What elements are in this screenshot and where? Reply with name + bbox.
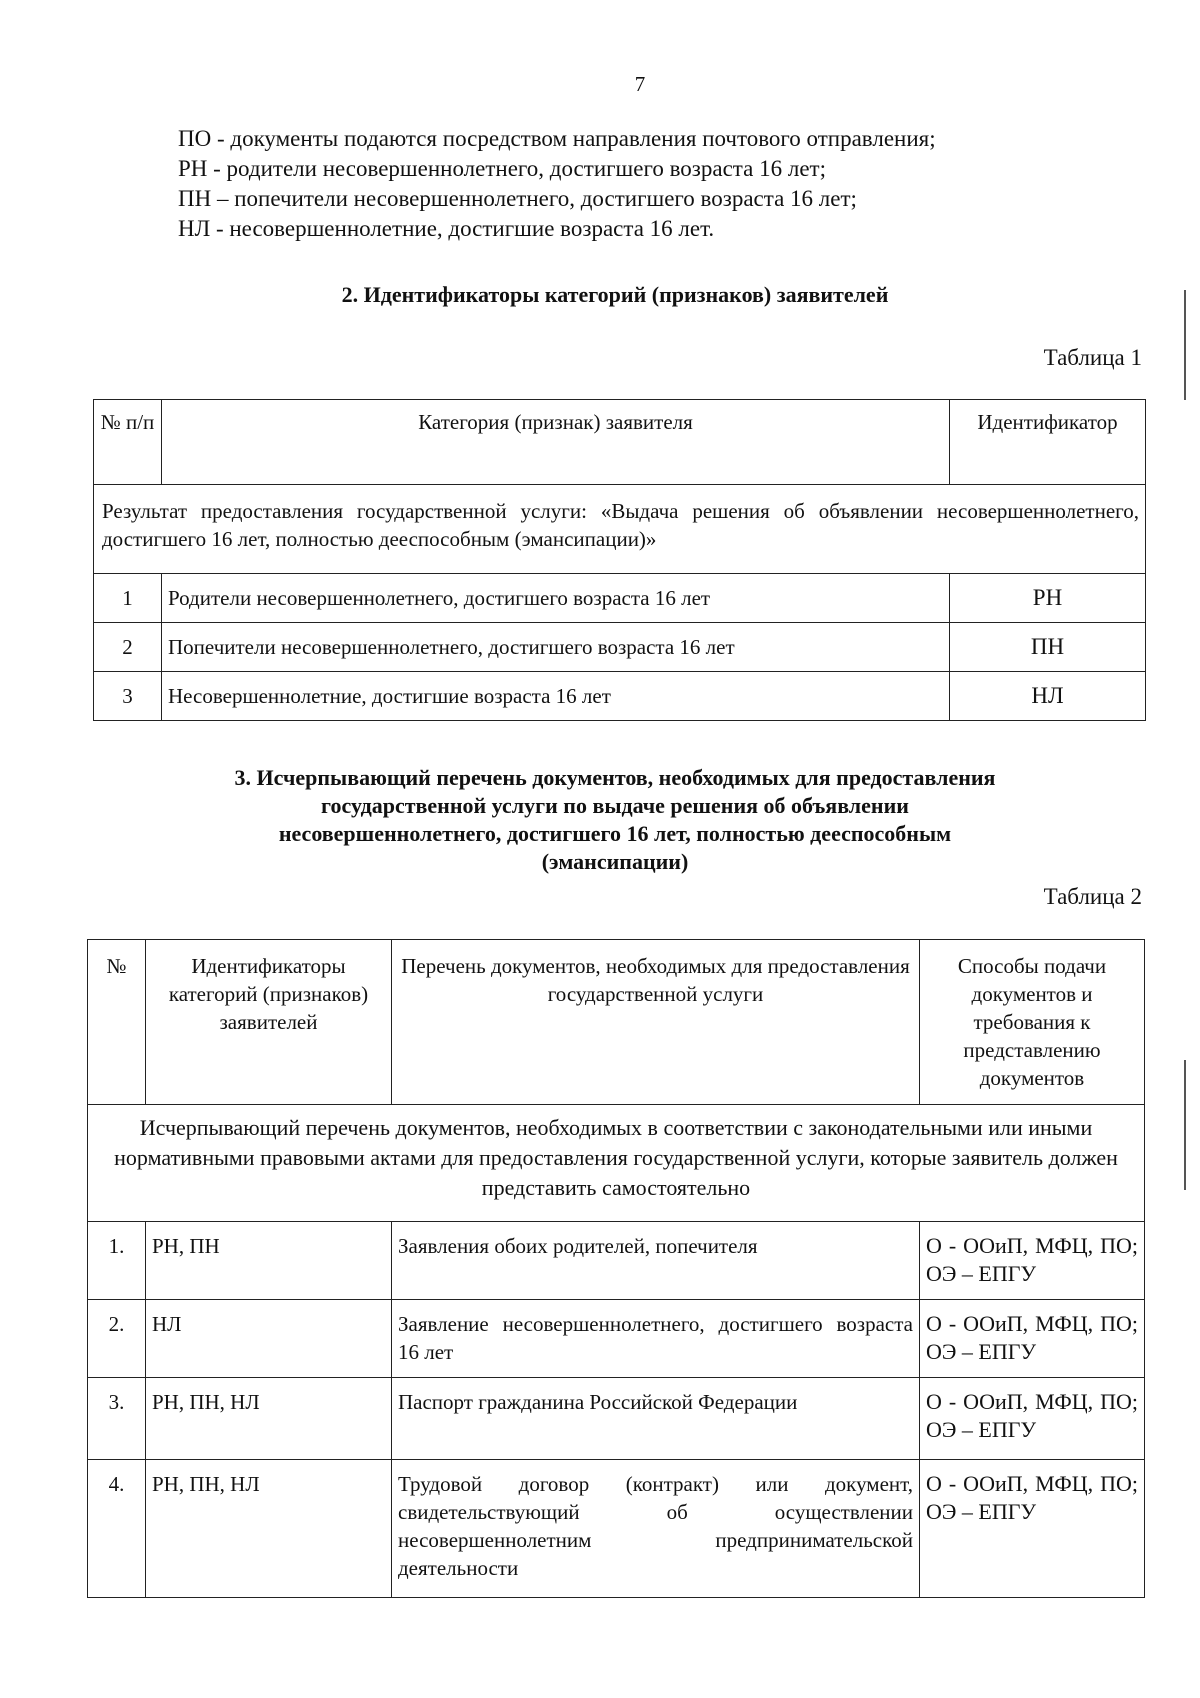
table-row — [88, 1300, 1145, 1378]
table-row — [94, 574, 1146, 623]
row-document: Заявление несовершеннолетнего, достигшего возраста 16 лет — [392, 1300, 920, 1378]
row-submission: О - ООиП, МФЦ, ПО; ОЭ – ЕПГУ — [920, 1460, 1145, 1598]
exhaustive-list-cell: Исчерпывающий перечень документов, необходимых в соответствии с законодательными или иными нормативными правовыми актами для предоставления государственной услуги, которые заявитель должен представить самостоятельно — [88, 1105, 1145, 1222]
table-header-row — [94, 400, 1146, 485]
row-number: 3 — [94, 672, 162, 721]
row-identifiers: РН, ПН, НЛ — [146, 1378, 392, 1460]
table-header-row — [88, 940, 1145, 1105]
page-number: 7 — [634, 72, 646, 96]
row-submission: О - ООиП, МФЦ, ПО; ОЭ – ЕПГУ — [920, 1378, 1145, 1460]
row-number: 4. — [88, 1460, 146, 1598]
row-submission: О - ООиП, МФЦ, ПО; ОЭ – ЕПГУ — [920, 1222, 1145, 1300]
abbreviation-legend — [178, 124, 936, 244]
service-result-cell: Результат предоставления государственной услуги: «Выдача решения об объявлении несовершеннолетнего, достигшего 16 лет, полностью дееспособным (эмансипации)» — [94, 485, 1146, 574]
header-identifiers: Идентификаторы категорий (признаков) заявителей — [146, 940, 392, 1105]
row-category: Несовершеннолетние, достигшие возраста 16 лет — [162, 672, 950, 721]
row-number: 2 — [94, 623, 162, 672]
row-category: Родители несовершеннолетнего, достигшего возраста 16 лет — [162, 574, 950, 623]
scan-mark — [1184, 1060, 1186, 1190]
row-document: Трудовой договор (контракт) или документ, свидетельствующий об осуществлении несовершеннолетним предпринимательской деятельности — [392, 1460, 920, 1598]
row-document: Паспорт гражданина Российской Федерации — [392, 1378, 920, 1460]
table-2-label: Таблица 2 — [1043, 884, 1142, 909]
row-submission: О - ООиП, МФЦ, ПО; ОЭ – ЕПГУ — [920, 1300, 1145, 1378]
row-number: 3. — [88, 1378, 146, 1460]
scan-mark — [1184, 290, 1186, 400]
row-identifier: РН — [950, 574, 1146, 623]
section-3-heading: 3. Исчерпывающий перечень документов, необходимых для предоставления государственной услуги по выдаче решения об объявлении несовершеннолетнего, достигшего 16 лет, полностью дееспособным (эмансипации) — [234, 765, 996, 874]
legend-line: НЛ - несовершеннолетние, достигшие возраста 16 лет. — [178, 216, 715, 241]
header-category: Категория (признак) заявителя — [162, 400, 950, 485]
table-row — [88, 1460, 1145, 1598]
legend-line: РН - родители несовершеннолетнего, достигшего возраста 16 лет; — [178, 156, 826, 181]
row-number: 2. — [88, 1300, 146, 1378]
row-document: Заявления обоих родителей, попечителя — [392, 1222, 920, 1300]
row-identifier: ПН — [950, 623, 1146, 672]
header-number: № п/п — [94, 400, 162, 485]
table-1-label: Таблица 1 — [1043, 345, 1142, 370]
header-documents: Перечень документов, необходимых для предоставления государственной услуги — [392, 940, 920, 1105]
table-row — [88, 1378, 1145, 1460]
row-identifier: НЛ — [950, 672, 1146, 721]
applicant-categories-table — [93, 399, 1146, 721]
header-number: № — [88, 940, 146, 1105]
table-span-row — [88, 1105, 1145, 1222]
documents-table — [87, 939, 1145, 1598]
row-number: 1. — [88, 1222, 146, 1300]
row-identifiers: НЛ — [146, 1300, 392, 1378]
legend-line: ПО - документы подаются посредством направления почтового отправления; — [178, 126, 936, 151]
section-2-heading: 2. Идентификаторы категорий (признаков) заявителей — [341, 282, 889, 307]
row-identifiers: РН, ПН, НЛ — [146, 1460, 392, 1598]
table-row — [94, 623, 1146, 672]
row-identifiers: РН, ПН — [146, 1222, 392, 1300]
table-row — [88, 1222, 1145, 1300]
row-number: 1 — [94, 574, 162, 623]
legend-line: ПН – попечители несовершеннолетнего, достигшего возраста 16 лет; — [178, 186, 857, 211]
header-identifier: Идентификатор — [950, 400, 1146, 485]
table-span-row — [94, 485, 1146, 574]
header-submission: Способы подачи документов и требования к представлению документов — [920, 940, 1145, 1105]
row-category: Попечители несовершеннолетнего, достигшего возраста 16 лет — [162, 623, 950, 672]
table-row — [94, 672, 1146, 721]
